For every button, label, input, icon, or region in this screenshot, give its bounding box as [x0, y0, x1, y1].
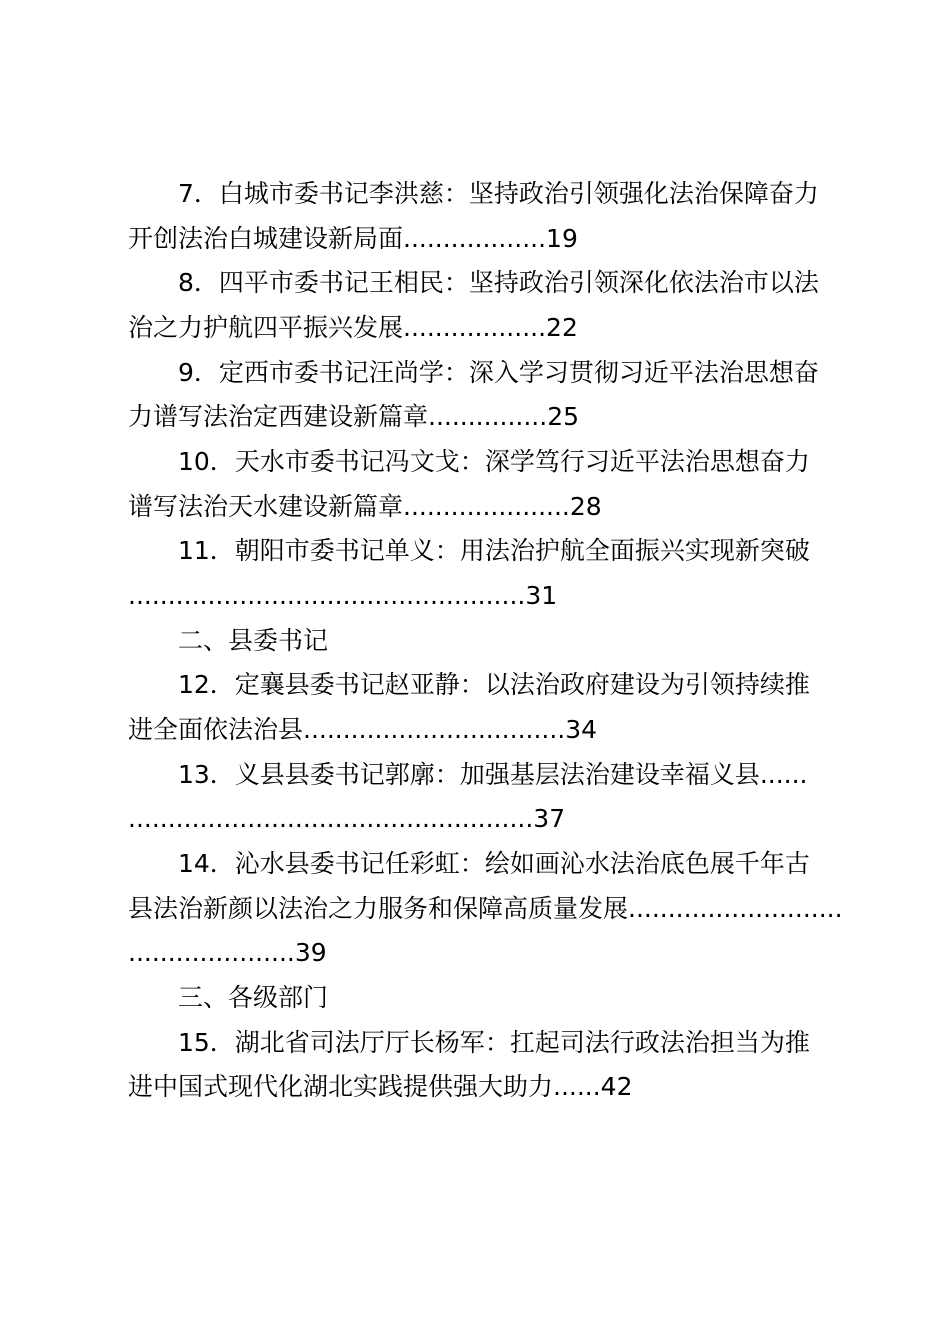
toc-entry-14-line-1: 14．沁水县委书记任彩虹：绘如画沁水法治底色展千年古: [178, 849, 810, 878]
toc-entry-12-line-2: 进全面依法治县.................................34: [128, 715, 598, 744]
toc-entry-14-line-3: .....................39: [128, 938, 327, 967]
section-heading-departments: 三、各级部门: [178, 983, 329, 1012]
toc-entry-15-line-1: 15．湖北省司法厅厅长杨军：扛起司法行政法治担当为推: [178, 1028, 810, 1057]
toc-entry-13-line-2: ...................................................37: [128, 804, 566, 833]
toc-entry-9-line-1: 9．定西市委书记汪尚学：深入学习贯彻习近平法治思想奋: [178, 358, 819, 387]
toc-entry-14-line-2: 县法治新颜以法治之力服务和保障高质量发展...........................: [128, 894, 843, 923]
section-heading-county: 二、县委书记: [178, 626, 329, 655]
toc-entry-9-line-2: 力谱写法治定西建设新篇章...............25: [128, 402, 580, 431]
toc-entry-15-line-2: 进中国式现代化湖北实践提供强大助力......42: [128, 1072, 633, 1101]
toc-entry-12-line-1: 12．定襄县委书记赵亚静：以法治政府建设为引领持续推: [178, 670, 810, 699]
toc-entry-11-line-1: 11．朝阳市委书记单义：用法治护航全面振兴实现新突破: [178, 536, 810, 565]
toc-entry-10-line-2: 谱写法治天水建设新篇章.....................28: [128, 492, 602, 521]
toc-entry-13-line-1: 13．义县县委书记郭廓：加强基层法治建设幸福义县......: [178, 760, 808, 789]
toc-entry-8-line-2: 治之力护航四平振兴发展..................22: [128, 313, 578, 342]
toc-entry-10-line-1: 10．天水市委书记冯文戈：深学笃行习近平法治思想奋力: [178, 447, 810, 476]
toc-entry-7-line-2: 开创法治白城建设新局面..................19: [128, 224, 578, 253]
toc-entry-7-line-1: 7．白城市委书记李洪慈：坚持政治引领强化法治保障奋力: [178, 179, 819, 208]
toc-entry-11-line-2: ..................................................31: [128, 581, 558, 610]
toc-entry-8-line-1: 8．四平市委书记王相民：坚持政治引领深化依法治市以法: [178, 268, 819, 297]
